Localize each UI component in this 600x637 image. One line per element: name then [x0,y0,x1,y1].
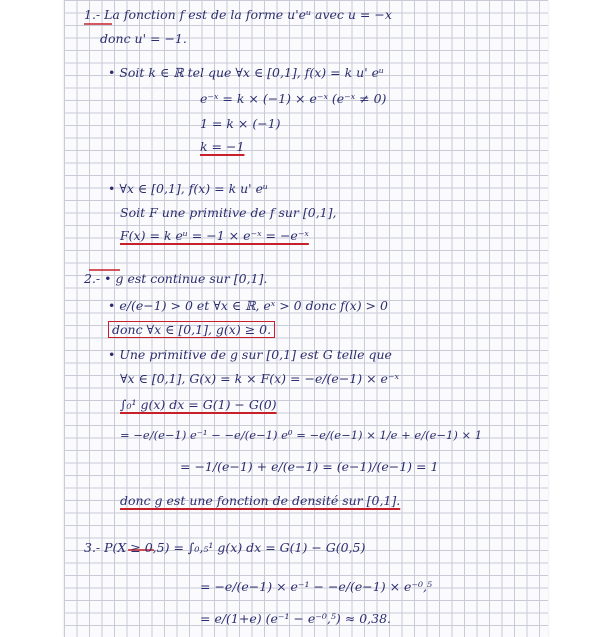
line-21 [200,612,391,626]
line-2-text: donc u' = −1. [100,31,187,46]
line-11: • e/(e−1) > 0 et ∀x ∈ ℝ, eˣ > 0 donc f(x) > 0 [108,298,388,313]
line-2 [100,32,187,46]
line-6: k = −1 [200,139,245,154]
line-12-boxed: donc ∀x ∈ [0,1], g(x) ≥ 0. [108,321,275,338]
line-5: 1 = k × (−1) [200,116,281,131]
line-9: F(x) = k eᵘ = −1 × e⁻ˣ = −e⁻ˣ [120,228,309,243]
line-21-result: = e/(1+e) (e⁻¹ − e⁻⁰,⁵) ≈ 0,38. [200,611,392,626]
line-13: • Une primitive de g sur [0,1] est G telle que [108,347,392,362]
line-15: ∫₀¹ g(x) dx = G(1) − G(0) [120,397,277,412]
line-3: • Soit k ∈ ℝ tel que ∀x ∈ [0,1], f(x) = k u' eᵘ [108,65,384,80]
line-17: = −1/(e−1) + e/(e−1) = (e−1)/(e−1) = 1 [180,459,439,474]
line-20: = −e/(e−1) × e⁻¹ − −e/(e−1) × e⁻⁰,⁵ [200,579,433,594]
line-19: 3.- P(X ≥ 0,5) = ∫₀,₅¹ g(x) dx = G(1) − G(0,5) [84,540,366,555]
line-18: donc g est une fonction de densité sur [0,1]. [120,493,401,508]
line-4: e⁻ˣ = k × (−1) × e⁻ˣ (e⁻ˣ ≠ 0) [200,91,387,106]
line-10: 2.- • g est continue sur [0,1]. [84,271,268,286]
line-12 [108,323,275,337]
line-16: = −e/(e−1) e⁻¹ − −e/(e−1) e⁰ = −e/(e−1) × 1/e + e/(e−1) × 1 [120,428,483,442]
line-14: ∀x ∈ [0,1], G(x) = k × F(x) = −e/(e−1) × e⁻ˣ [120,371,399,386]
line-8: Soit F une primitive de f sur [0,1], [120,205,337,220]
line-7: • ∀x ∈ [0,1], f(x) = k u' eᵘ [108,181,268,196]
graph-paper-sheet [64,0,548,637]
line-1: 1.- La fonction f est de la forme u'eᵘ avec u = −x [84,7,392,22]
